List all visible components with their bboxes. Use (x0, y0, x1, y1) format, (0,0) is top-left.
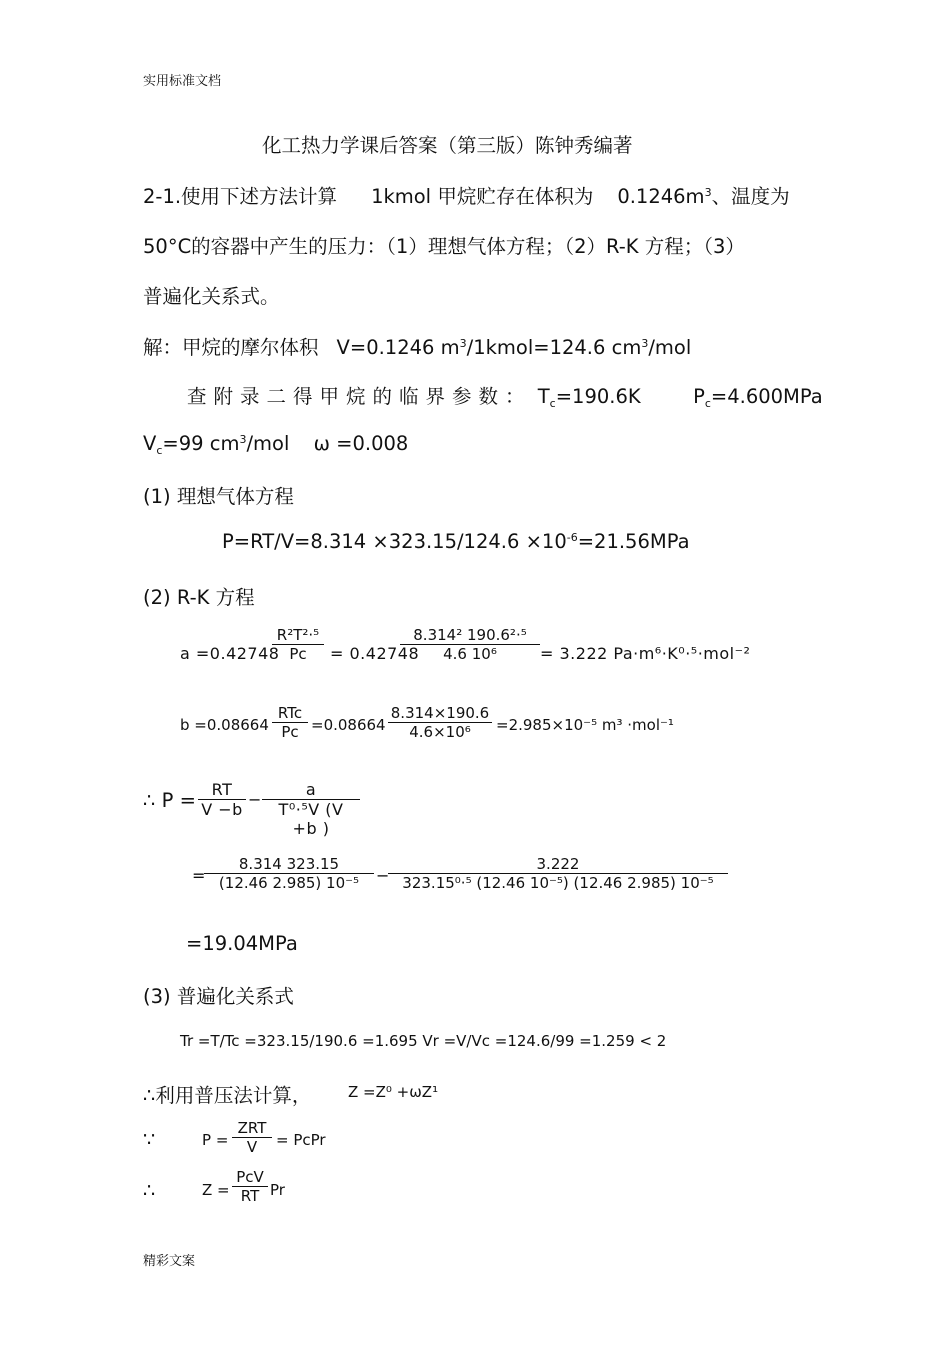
because-symbol: ∵ (143, 1128, 156, 1151)
p-fraction-1: RT V −b (198, 780, 246, 819)
z-lhs: Z = (202, 1181, 230, 1199)
header-note: 实用标准文档 (143, 74, 222, 89)
sub-minus: − (376, 866, 390, 885)
solution-molar-volume: 解：甲烷的摩尔体积 V=0.1246 $m^3/1kmol=124.6$ $cm^3$/mol (143, 336, 692, 359)
p-lhs: ∴ P = (143, 789, 196, 812)
p-z-lhs: P = (202, 1131, 229, 1149)
footer-note: 精彩文案 (143, 1254, 196, 1269)
part1-equation: $P=RT/V=8.314 \times 323.15/124.6 \times 10^{-6}=21.56MPa$ (222, 530, 690, 553)
part2-heading: (2) R-K 方程 (143, 586, 255, 609)
a-rhs: = 3.222 Pa·m⁶·K⁰·⁵·mol⁻² (540, 644, 751, 663)
sub-fraction-1: 8.314 323.15 (12.46 2.985) 10⁻⁵ (204, 855, 374, 892)
method-text: ∴利用普压法计算， (143, 1084, 312, 1107)
rk-result: =19.04MPa (186, 932, 298, 955)
problem-line-3: 普遍化关系式。 (143, 285, 280, 308)
problem-line-1: 2-1.使用下述方法计算 1kmol 甲烷贮存在体积为 $0.1246m^3$、温度为 (143, 185, 790, 208)
critical-params-line: 查附录二得甲烷的临界参数： $T_c=190.6K$ $P_c=4.600MPa$ (187, 385, 823, 410)
therefore-symbol: ∴ (143, 1179, 156, 1202)
b-lhs: b =0.08664 (180, 716, 269, 734)
a-mid: = 0.42748 (330, 644, 420, 663)
a-fraction-symbolic: R²T²·⁵ Pc (272, 626, 324, 663)
b-fraction-symbolic: RTc Pc (272, 704, 308, 741)
p-minus: − (248, 790, 262, 809)
b-fraction-numeric: 8.314×190.6 4.6×10⁶ (388, 704, 492, 741)
a-lhs: a =0.42748 (180, 644, 280, 663)
part1-heading: (1) 理想气体方程 (143, 485, 294, 508)
p-z-rhs: = PcPr (276, 1131, 326, 1149)
p-fraction-2: a T⁰·⁵V (V +b ) (262, 780, 360, 838)
method-equation: Z =Z⁰ +ωZ¹ (348, 1083, 439, 1101)
critical-volume-line: $V_c=99$ $cm^3$/mol ω =0.008 (143, 432, 409, 457)
p-z-fraction: ZRT V (232, 1119, 272, 1156)
part3-heading: (3) 普遍化关系式 (143, 985, 294, 1008)
reduced-params: Tr =T/Tc =323.15/190.6 =1.695 Vr =V/Vc =124.6/99 =1.259 < 2 (180, 1032, 667, 1050)
b-rhs: =2.985×10⁻⁵ m³ ·mol⁻¹ (496, 716, 674, 734)
problem-line-2: 50°C的容器中产生的压力：（1）理想气体方程；（2）R-K 方程；（3） (143, 235, 745, 258)
z-fraction: PcV RT (232, 1168, 268, 1205)
a-fraction-numeric: 8.314² 190.6²·⁵ 4.6 10⁶ (400, 626, 540, 663)
sub-eq: = (192, 866, 206, 885)
document-title: 化工热力学课后答案（第三版）陈钟秀编著 (262, 134, 633, 157)
z-rhs: Pr (270, 1181, 285, 1199)
sub-fraction-2: 3.222 323.15⁰·⁵ (12.46 10⁻⁵) (12.46 2.985) 10⁻⁵ (388, 855, 728, 892)
b-mid: =0.08664 (311, 716, 386, 734)
